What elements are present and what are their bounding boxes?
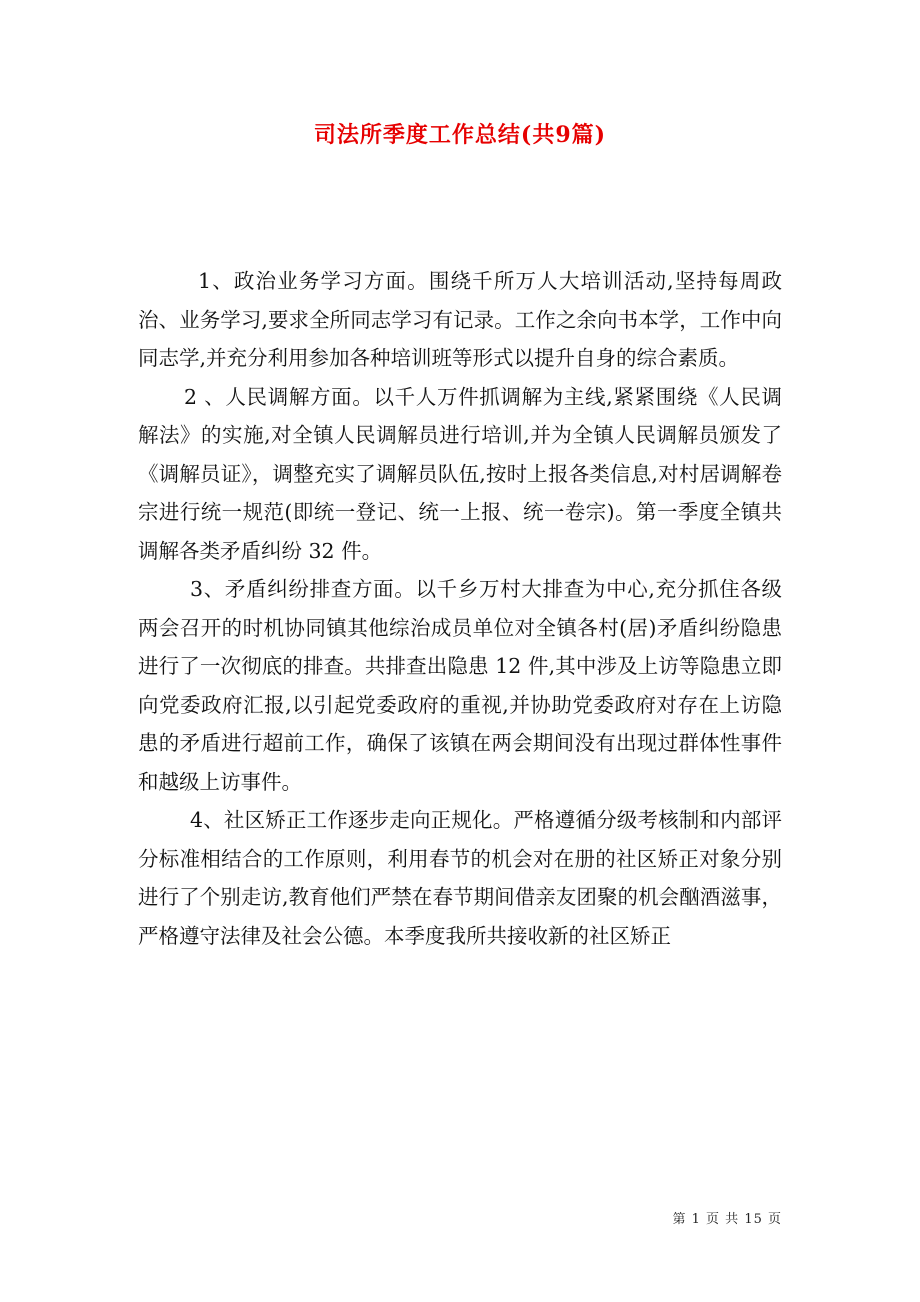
paragraph-3: 3、矛盾纠纷排查方面。以千乡万村大排查为中心,充分抓住各级两会召开的时机协同镇其他综治成员单位对全镇各村(居)矛盾纠纷隐患进行了一次彻底的排查。共排查出隐患 12 件,其中涉及上访等隐患立即向党委政府汇报,以引起党委政府的重视,并协助党委政府对存在上访隐患的矛盾进行超前工作，确保了该镇在两会期间没有出现过群体性事件和越级上访事件。: [138, 577, 782, 794]
document-body: [138, 262, 782, 955]
paragraph-2: 2 、人民调解方面。以千人万件抓调解为主线,紧紧围绕《人民调解法》的实施,对全镇人民调解员进行培训,并为全镇人民调解员颁发了《调解员证》，调整充实了调解员队伍,按时上报各类信息,对村居调解卷宗进行统一规范(即统一登记、统一上报、统一卷宗)。第一季度全镇共调解各类矛盾纠纷 32 件。: [138, 384, 782, 563]
paragraph-4: 4、社区矫正工作逐步走向正规化。严格遵循分级考核制和内部评分标准相结合的工作原则，利用春节的机会对在册的社区矫正对象分别进行了个别走访,教育他们严禁在春节期间借亲友团聚的机会酗酒滋事，严格遵守法律及社会公德。本季度我所共接收新的社区矫正: [138, 808, 782, 948]
paragraph-1: 1、政治业务学习方面。围绕千所万人大培训活动,坚持每周政治、业务学习,要求全所同志学习有记录。工作之余向书本学，工作中向同志学,并充分利用参加各种培训班等形式以提升自身的综合素质。: [138, 269, 782, 370]
page-number: 第 1 页 共 15 页: [672, 1212, 782, 1227]
document-title: 司法所季度工作总结(共9篇): [313, 122, 607, 148]
